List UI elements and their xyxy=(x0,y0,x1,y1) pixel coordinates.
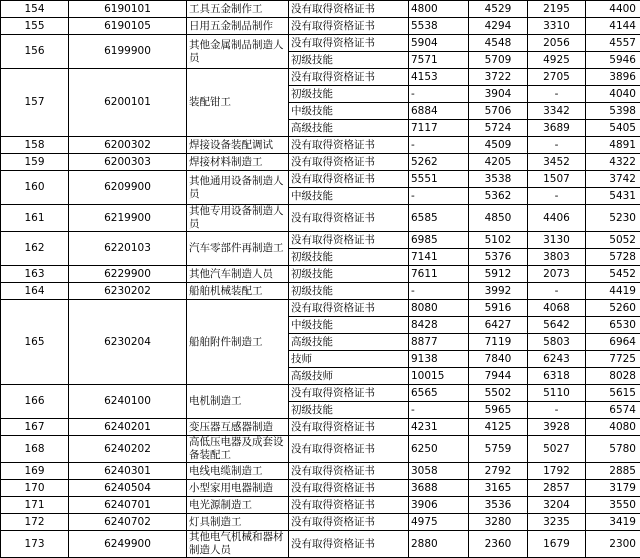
wage-mid: 5102 xyxy=(469,232,528,249)
wage-mid: 5502 xyxy=(469,385,528,402)
wage-high: - xyxy=(409,137,469,154)
table-row xyxy=(1,69,640,86)
occupation-code: 6240702 xyxy=(69,514,187,531)
wage-high: - xyxy=(409,188,469,205)
wage-avg: 3179 xyxy=(586,480,640,497)
row-number: 169 xyxy=(1,463,69,480)
skill-level: 没有取得资格证书 xyxy=(289,35,409,52)
occupation-code: 6240100 xyxy=(69,385,187,419)
table-row xyxy=(1,514,640,531)
wage-avg: 3896 xyxy=(586,69,640,86)
wage-high: 7571 xyxy=(409,52,469,69)
wage-avg: 5052 xyxy=(586,232,640,249)
wage-low: 3130 xyxy=(528,232,586,249)
occupation-code: 6229900 xyxy=(69,266,187,283)
wage-high: 6565 xyxy=(409,385,469,402)
wage-mid: 5759 xyxy=(469,436,528,463)
table-row xyxy=(1,137,640,154)
wage-avg: 4322 xyxy=(586,154,640,171)
skill-level: 高级技能 xyxy=(289,120,409,137)
wage-low: 3452 xyxy=(528,154,586,171)
wage-avg: 5260 xyxy=(586,300,640,317)
row-number: 161 xyxy=(1,205,69,232)
wage-mid: 3536 xyxy=(469,497,528,514)
occupation-name: 装配钳工 xyxy=(187,69,289,137)
wage-high: 3688 xyxy=(409,480,469,497)
wage-avg: 5431 xyxy=(586,188,640,205)
wage-high: 7141 xyxy=(409,249,469,266)
wage-avg: 6964 xyxy=(586,334,640,351)
wage-low: 3235 xyxy=(528,514,586,531)
wage-mid: 3165 xyxy=(469,480,528,497)
occupation-name: 其他汽车制造人员 xyxy=(187,266,289,283)
wage-mid: 4529 xyxy=(469,1,528,18)
occupation-name: 灯具制造工 xyxy=(187,514,289,531)
wage-mid: 5916 xyxy=(469,300,528,317)
table-row xyxy=(1,463,640,480)
table-row xyxy=(1,35,640,52)
wage-high: 4153 xyxy=(409,69,469,86)
wage-mid: 5376 xyxy=(469,249,528,266)
wage-avg: 5615 xyxy=(586,385,640,402)
skill-level: 没有取得资格证书 xyxy=(289,463,409,480)
wage-mid: 5362 xyxy=(469,188,528,205)
occupation-name: 焊接材料制造工 xyxy=(187,154,289,171)
wage-low: 2705 xyxy=(528,69,586,86)
row-number: 166 xyxy=(1,385,69,419)
skill-level: 中级技能 xyxy=(289,103,409,120)
wage-mid: 4509 xyxy=(469,137,528,154)
wage-mid: 5709 xyxy=(469,52,528,69)
occupation-name: 变压器互感器制造 xyxy=(187,419,289,436)
occupation-name: 焊接设备装配调试 xyxy=(187,137,289,154)
wage-avg: 2300 xyxy=(586,531,640,558)
row-number: 163 xyxy=(1,266,69,283)
wage-mid: 5912 xyxy=(469,266,528,283)
table-row xyxy=(1,205,640,232)
table-row xyxy=(1,154,640,171)
row-number: 173 xyxy=(1,531,69,558)
occupation-name: 船舶附件制造工 xyxy=(187,300,289,385)
wage-low: 1679 xyxy=(528,531,586,558)
wage-low: - xyxy=(528,283,586,300)
occupation-code: 6230202 xyxy=(69,283,187,300)
wage-avg: 4419 xyxy=(586,283,640,300)
skill-level: 没有取得资格证书 xyxy=(289,232,409,249)
wage-low: 4925 xyxy=(528,52,586,69)
skill-level: 高级技能 xyxy=(289,334,409,351)
wage-avg: 5946 xyxy=(586,52,640,69)
row-number: 160 xyxy=(1,171,69,205)
wage-mid: 3280 xyxy=(469,514,528,531)
occupation-name: 日用五金制品制作 xyxy=(187,18,289,35)
occupation-code: 6200303 xyxy=(69,154,187,171)
wage-high: - xyxy=(409,86,469,103)
wage-high: 8428 xyxy=(409,317,469,334)
occupation-name: 其他通用设备制造人员 xyxy=(187,171,289,205)
occupation-name: 其他电气机械和器材制造人员 xyxy=(187,531,289,558)
wage-avg: 6574 xyxy=(586,402,640,419)
skill-level: 初级技能 xyxy=(289,402,409,419)
wage-low: - xyxy=(528,188,586,205)
wage-mid: 7944 xyxy=(469,368,528,385)
row-number: 162 xyxy=(1,232,69,266)
wage-mid: 4294 xyxy=(469,18,528,35)
wage-avg: 5452 xyxy=(586,266,640,283)
wage-low: 2857 xyxy=(528,480,586,497)
wage-avg: 8028 xyxy=(586,368,640,385)
wage-low: 5110 xyxy=(528,385,586,402)
row-number: 155 xyxy=(1,18,69,35)
wage-avg: 2885 xyxy=(586,463,640,480)
row-number: 159 xyxy=(1,154,69,171)
wage-avg: 5230 xyxy=(586,205,640,232)
skill-level: 没有取得资格证书 xyxy=(289,69,409,86)
row-number: 156 xyxy=(1,35,69,69)
wage-avg: 7725 xyxy=(586,351,640,368)
wage-high: 4975 xyxy=(409,514,469,531)
wage-low: 1507 xyxy=(528,171,586,188)
wage-avg: 5405 xyxy=(586,120,640,137)
wage-high: 6585 xyxy=(409,205,469,232)
skill-level: 没有取得资格证书 xyxy=(289,154,409,171)
skill-level: 没有取得资格证书 xyxy=(289,419,409,436)
skill-level: 没有取得资格证书 xyxy=(289,436,409,463)
wage-high: 4231 xyxy=(409,419,469,436)
skill-level: 中级技能 xyxy=(289,188,409,205)
table-row xyxy=(1,531,640,558)
occupation-name: 电线电缆制造工 xyxy=(187,463,289,480)
wage-high: 8080 xyxy=(409,300,469,317)
skill-level: 初级技能 xyxy=(289,249,409,266)
wage-avg: 4891 xyxy=(586,137,640,154)
wage-mid: 4548 xyxy=(469,35,528,52)
wage-high: 7611 xyxy=(409,266,469,283)
wage-low: - xyxy=(528,137,586,154)
skill-level: 没有取得资格证书 xyxy=(289,497,409,514)
occupation-code: 6230204 xyxy=(69,300,187,385)
wage-avg: 3419 xyxy=(586,514,640,531)
table-row xyxy=(1,18,640,35)
wage-low: 3803 xyxy=(528,249,586,266)
skill-level: 初级技能 xyxy=(289,266,409,283)
table-row xyxy=(1,1,640,18)
table-row xyxy=(1,436,640,463)
wage-high: 8877 xyxy=(409,334,469,351)
row-number: 168 xyxy=(1,436,69,463)
occupation-code: 6190105 xyxy=(69,18,187,35)
row-number: 154 xyxy=(1,1,69,18)
wage-high: - xyxy=(409,402,469,419)
wage-high: 6985 xyxy=(409,232,469,249)
table-row xyxy=(1,232,640,249)
wage-avg: 3550 xyxy=(586,497,640,514)
wage-mid: 4205 xyxy=(469,154,528,171)
occupation-name: 小型家用电器制造 xyxy=(187,480,289,497)
wage-high: 6250 xyxy=(409,436,469,463)
wage-mid: 3992 xyxy=(469,283,528,300)
wage-low: 3928 xyxy=(528,419,586,436)
wage-avg: 4144 xyxy=(586,18,640,35)
wage-high: 10015 xyxy=(409,368,469,385)
wage-high: - xyxy=(409,283,469,300)
occupation-code: 6240504 xyxy=(69,480,187,497)
wage-mid: 4850 xyxy=(469,205,528,232)
occupation-name: 船舶机械装配工 xyxy=(187,283,289,300)
wage-low: 3689 xyxy=(528,120,586,137)
wage-low: 2195 xyxy=(528,1,586,18)
skill-level: 没有取得资格证书 xyxy=(289,137,409,154)
wage-mid: 7840 xyxy=(469,351,528,368)
occupation-code: 6199900 xyxy=(69,35,187,69)
skill-level: 没有取得资格证书 xyxy=(289,205,409,232)
wage-low: 3310 xyxy=(528,18,586,35)
wage-low: 5803 xyxy=(528,334,586,351)
wage-avg: 3742 xyxy=(586,171,640,188)
wage-high: 5538 xyxy=(409,18,469,35)
wage-low: 5027 xyxy=(528,436,586,463)
skill-level: 技师 xyxy=(289,351,409,368)
skill-level: 没有取得资格证书 xyxy=(289,1,409,18)
wage-high: 2880 xyxy=(409,531,469,558)
wage-mid: 6427 xyxy=(469,317,528,334)
occupation-code: 6240201 xyxy=(69,419,187,436)
row-number: 167 xyxy=(1,419,69,436)
row-number: 171 xyxy=(1,497,69,514)
skill-level: 没有取得资格证书 xyxy=(289,480,409,497)
skill-level: 高级技师 xyxy=(289,368,409,385)
occupation-name: 汽车零部件再制造工 xyxy=(187,232,289,266)
row-number: 164 xyxy=(1,283,69,300)
occupation-code: 6190101 xyxy=(69,1,187,18)
occupation-code: 6219900 xyxy=(69,205,187,232)
skill-level: 没有取得资格证书 xyxy=(289,385,409,402)
wage-low: - xyxy=(528,402,586,419)
row-number: 172 xyxy=(1,514,69,531)
row-number: 170 xyxy=(1,480,69,497)
table-row xyxy=(1,480,640,497)
wage-low: - xyxy=(528,86,586,103)
row-number: 158 xyxy=(1,137,69,154)
occupation-name: 其他专用设备制造人员 xyxy=(187,205,289,232)
wage-high: 4800 xyxy=(409,1,469,18)
row-number: 165 xyxy=(1,300,69,385)
occupation-name: 工具五金制作工 xyxy=(187,1,289,18)
skill-level: 没有取得资格证书 xyxy=(289,514,409,531)
wage-avg: 5398 xyxy=(586,103,640,120)
wage-low: 2056 xyxy=(528,35,586,52)
wage-high: 7117 xyxy=(409,120,469,137)
skill-level: 初级技能 xyxy=(289,283,409,300)
wage-mid: 3722 xyxy=(469,69,528,86)
row-number: 157 xyxy=(1,69,69,137)
wage-low: 1792 xyxy=(528,463,586,480)
table-row xyxy=(1,283,640,300)
skill-level: 没有取得资格证书 xyxy=(289,18,409,35)
wage-low: 6318 xyxy=(528,368,586,385)
table-row xyxy=(1,385,640,402)
wage-avg: 4040 xyxy=(586,86,640,103)
occupation-name: 其他金属制品制造人员 xyxy=(187,35,289,69)
occupation-name: 电光源制造工 xyxy=(187,497,289,514)
wage-avg: 4080 xyxy=(586,419,640,436)
occupation-code: 6209900 xyxy=(69,171,187,205)
wage-avg: 6530 xyxy=(586,317,640,334)
wage-mid: 3538 xyxy=(469,171,528,188)
wage-low: 2073 xyxy=(528,266,586,283)
skill-level: 中级技能 xyxy=(289,317,409,334)
wage-high: 3906 xyxy=(409,497,469,514)
wage-low: 3342 xyxy=(528,103,586,120)
occupation-code: 6249900 xyxy=(69,531,187,558)
occupation-code: 6220103 xyxy=(69,232,187,266)
occupation-code: 6200101 xyxy=(69,69,187,137)
occupation-code: 6240202 xyxy=(69,436,187,463)
occupation-name: 高低压电器及成套设备装配工 xyxy=(187,436,289,463)
wage-high: 3058 xyxy=(409,463,469,480)
wage-low: 3204 xyxy=(528,497,586,514)
table-row xyxy=(1,419,640,436)
skill-level: 没有取得资格证书 xyxy=(289,531,409,558)
wage-low: 6243 xyxy=(528,351,586,368)
wage-mid: 3904 xyxy=(469,86,528,103)
wage-avg: 5728 xyxy=(586,249,640,266)
wage-avg: 4400 xyxy=(586,1,640,18)
wage-mid: 5724 xyxy=(469,120,528,137)
table-body xyxy=(1,1,640,558)
wage-mid: 7119 xyxy=(469,334,528,351)
wage-high: 5904 xyxy=(409,35,469,52)
occupation-code: 6200302 xyxy=(69,137,187,154)
wage-mid: 5965 xyxy=(469,402,528,419)
wage-mid: 4125 xyxy=(469,419,528,436)
occupation-name: 电机制造工 xyxy=(187,385,289,419)
wage-avg: 4557 xyxy=(586,35,640,52)
wage-high: 9138 xyxy=(409,351,469,368)
wage-mid: 5706 xyxy=(469,103,528,120)
wage-mid: 2792 xyxy=(469,463,528,480)
table-row xyxy=(1,171,640,188)
table-row xyxy=(1,300,640,317)
wage-low: 5642 xyxy=(528,317,586,334)
occupation-code: 6240701 xyxy=(69,497,187,514)
table-row xyxy=(1,266,640,283)
table-row xyxy=(1,497,640,514)
skill-level: 没有取得资格证书 xyxy=(289,300,409,317)
skill-level: 没有取得资格证书 xyxy=(289,171,409,188)
wage-low: 4406 xyxy=(528,205,586,232)
wage-high: 5262 xyxy=(409,154,469,171)
wage-mid: 2360 xyxy=(469,531,528,558)
wage-low: 4068 xyxy=(528,300,586,317)
wage-high: 6884 xyxy=(409,103,469,120)
wage-high: 5551 xyxy=(409,171,469,188)
occupation-code: 6240301 xyxy=(69,463,187,480)
wage-avg: 5780 xyxy=(586,436,640,463)
skill-level: 初级技能 xyxy=(289,86,409,103)
skill-level: 初级技能 xyxy=(289,52,409,69)
